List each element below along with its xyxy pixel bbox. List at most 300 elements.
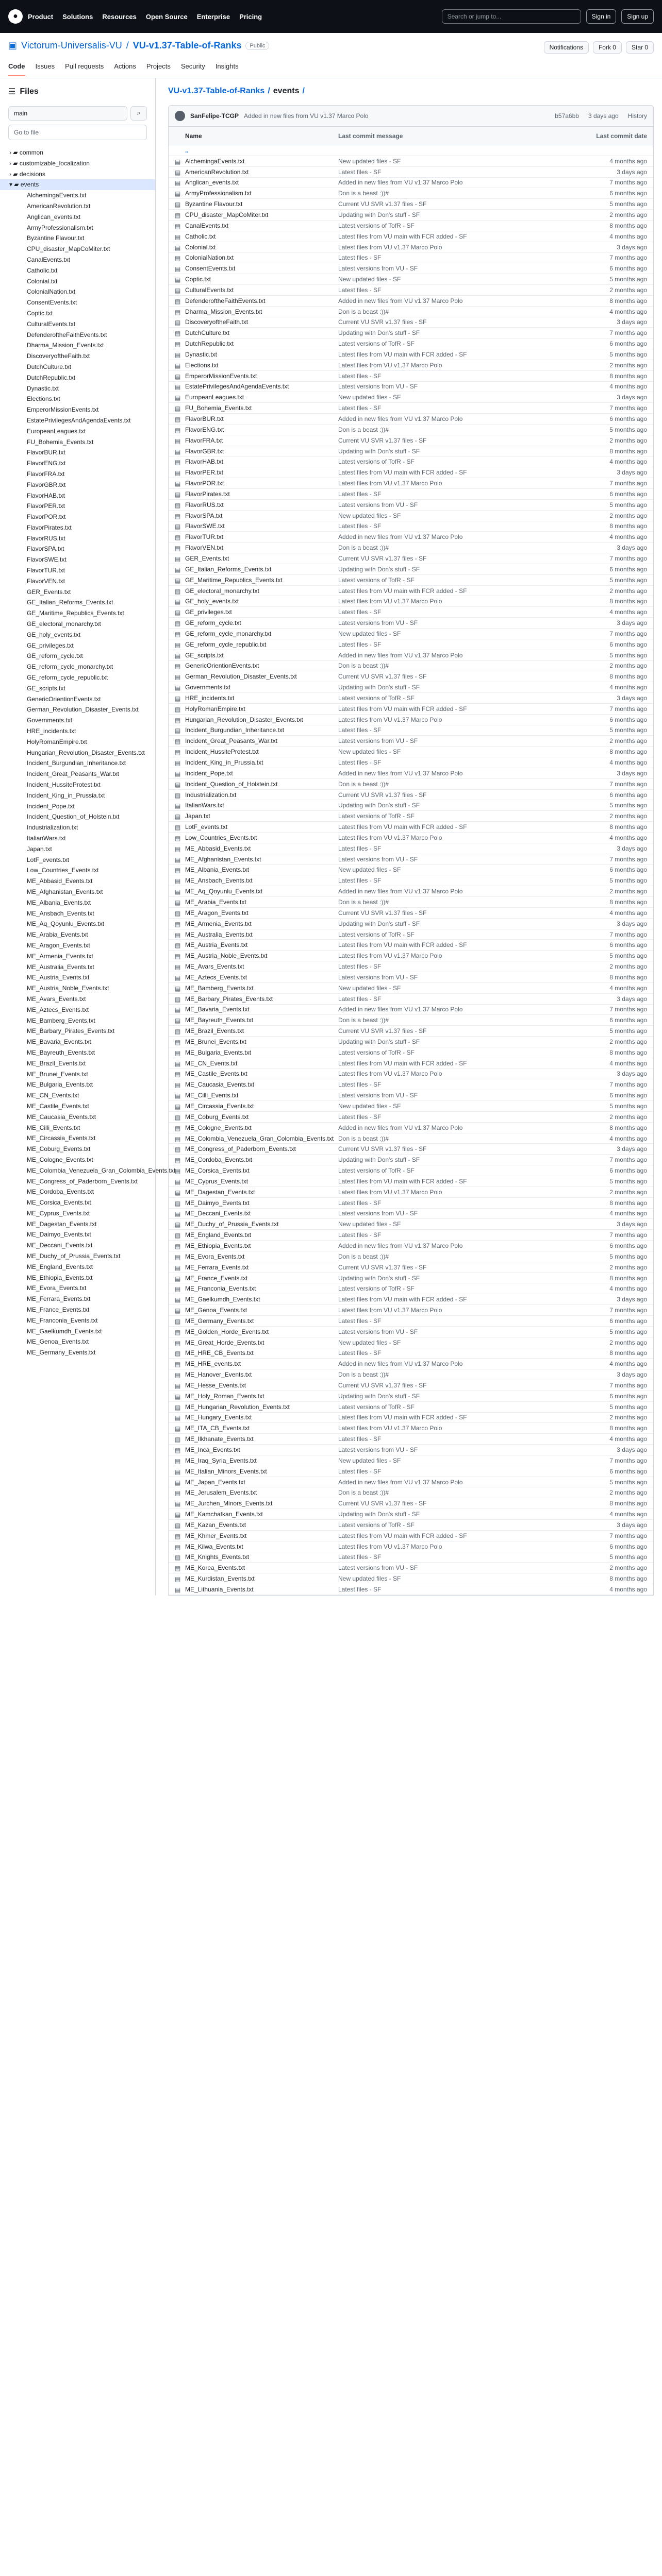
sidebar-file-item[interactable]: GE_reform_cycle_republic.txt: [27, 674, 108, 682]
file-commit-message[interactable]: New updated files - SF: [338, 1221, 401, 1228]
sidebar-file-item[interactable]: ME_Brazil_Events.txt: [27, 1059, 86, 1067]
file-name-link[interactable]: ▤ FlavorBUR.txt: [175, 415, 224, 423]
sidebar-file-item[interactable]: ME_Bamberg_Events.txt: [27, 1016, 95, 1024]
file-name-link[interactable]: ▤ ME_Arabia_Events.txt: [175, 898, 246, 906]
breadcrumb-repo[interactable]: VU-v1.37-Table-of-Ranks: [168, 87, 265, 95]
sidebar-file-item[interactable]: Dharma_Mission_Events.txt: [27, 342, 104, 349]
file-name-link[interactable]: ▤ ME_Knights_Events.txt: [175, 1553, 250, 1562]
sidebar-file-item[interactable]: ME_Franconia_Events.txt: [27, 1316, 98, 1324]
file-commit-message[interactable]: Latest files from VU v1.37 Marco Polo: [338, 716, 442, 723]
file-name-link[interactable]: ▤ ME_Dagestan_Events.txt: [175, 1188, 255, 1196]
sidebar-file-item[interactable]: ME_Cilli_Events.txt: [27, 1124, 80, 1131]
notifications-button[interactable]: Notifications: [544, 41, 589, 54]
sidebar-file-item[interactable]: DutchRepublic.txt: [27, 374, 76, 381]
file-commit-message[interactable]: Latest files - SF: [338, 490, 382, 498]
file-commit-message[interactable]: Latest versions from VU - SF: [338, 1564, 418, 1572]
file-commit-message[interactable]: Updating with Don's stuff - SF: [338, 802, 420, 809]
sidebar-file-item[interactable]: FlavorENG.txt: [27, 460, 66, 467]
sidebar-file-item[interactable]: ME_Colombia_Venezuela_Gran_Colombia_Events.txt: [27, 1166, 176, 1174]
file-name-link[interactable]: ▤ ME_Cilli_Events.txt: [175, 1092, 239, 1100]
file-name-link[interactable]: ▤ ME_Circassia_Events.txt: [175, 1103, 254, 1111]
file-commit-message[interactable]: Latest files from VU main with FCR added - SF: [338, 1059, 467, 1067]
file-name-link[interactable]: ▤ ME_Barbary_Pirates_Events.txt: [175, 995, 273, 1003]
file-name-link[interactable]: ▤ EstatePrivilegesAndAgendaEvents.txt: [175, 383, 289, 391]
file-commit-message[interactable]: Latest versions from VU - SF: [338, 619, 418, 627]
file-commit-message[interactable]: Don is a beast :))#: [338, 1016, 389, 1024]
sidebar-file-item[interactable]: ME_Aragon_Events.txt: [27, 941, 90, 949]
file-name-link[interactable]: ▤ ME_Colombia_Venezuela_Gran_Colombia_Events.txt: [175, 1134, 334, 1143]
file-name-link[interactable]: ▤ ME_Albania_Events.txt: [175, 866, 250, 874]
file-name-link[interactable]: ▤ ME_HRE_CB_Events.txt: [175, 1349, 254, 1358]
file-name-link[interactable]: ▤ FlavorPOR.txt: [175, 480, 224, 488]
file-commit-message[interactable]: Latest files - SF: [338, 1199, 382, 1207]
file-name-link[interactable]: ▤ HRE_incidents.txt: [175, 694, 235, 702]
file-name-link[interactable]: ▤ AmericanRevolution.txt: [175, 168, 249, 176]
file-name-link[interactable]: ▤ ME_Brunei_Events.txt: [175, 1038, 246, 1046]
file-commit-message[interactable]: Added in new files from VU v1.37 Marco Polo: [338, 1242, 463, 1249]
file-commit-message[interactable]: Latest files - SF: [338, 608, 382, 616]
sidebar-folder[interactable]: › ▰ decisions: [9, 170, 45, 178]
file-commit-message[interactable]: Updating with Don's stuff - SF: [338, 1392, 420, 1400]
sidebar-file-item[interactable]: HRE_incidents.txt: [27, 727, 76, 735]
sidebar-folder[interactable]: ▾ ▰ events: [0, 179, 155, 190]
file-name-link[interactable]: ▤ ME_Armenia_Events.txt: [175, 920, 252, 928]
file-name-link[interactable]: ▤ ME_Ilkhanate_Events.txt: [175, 1435, 254, 1444]
file-commit-message[interactable]: Latest files - SF: [338, 372, 382, 380]
file-commit-message[interactable]: Latest files - SF: [338, 404, 382, 412]
file-commit-message[interactable]: New updated files - SF: [338, 1103, 401, 1110]
sidebar-file-item[interactable]: ME_France_Events.txt: [27, 1306, 90, 1314]
file-commit-message[interactable]: New updated files - SF: [338, 748, 401, 756]
file-commit-message[interactable]: Latest files - SF: [338, 1435, 382, 1443]
sidebar-file-item[interactable]: ME_Afghanistan_Events.txt: [27, 888, 103, 895]
file-commit-message[interactable]: New updated files - SF: [338, 1338, 401, 1346]
sidebar-file-item[interactable]: Anglican_events.txt: [27, 213, 81, 221]
sidebar-file-item[interactable]: DutchCulture.txt: [27, 363, 72, 370]
file-commit-message[interactable]: Latest versions from VU - SF: [338, 973, 418, 981]
sidebar-file-item[interactable]: ME_Coburg_Events.txt: [27, 1145, 91, 1153]
file-name-link[interactable]: ▤ ME_Daimyo_Events.txt: [175, 1199, 250, 1207]
file-name-link[interactable]: ▤ FlavorTUR.txt: [175, 533, 224, 541]
sidebar-file-item[interactable]: GE_scripts.txt: [27, 684, 65, 692]
file-commit-message[interactable]: Updating with Don's stuff - SF: [338, 447, 420, 455]
file-commit-message[interactable]: Latest files - SF: [338, 995, 382, 1003]
file-name-link[interactable]: ▤ GER_Events.txt: [175, 554, 229, 563]
file-name-link[interactable]: ▤ ME_Jerusalem_Events.txt: [175, 1489, 257, 1497]
file-commit-message[interactable]: New updated files - SF: [338, 1456, 401, 1464]
file-name-link[interactable]: ▤ ME_Korea_Events.txt: [175, 1564, 245, 1572]
file-commit-message[interactable]: Latest versions from VU - SF: [338, 1446, 418, 1454]
sidebar-file-item[interactable]: FlavorSPA.txt: [27, 545, 64, 553]
sidebar-file-item[interactable]: ME_Ferrara_Events.txt: [27, 1295, 91, 1303]
file-name-link[interactable]: ▤ Byzantine Flavour.txt: [175, 200, 243, 209]
file-name-link[interactable]: ▤ ME_CN_Events.txt: [175, 1059, 238, 1067]
file-name-link[interactable]: ▤ Low_Countries_Events.txt: [175, 834, 257, 842]
file-name-link[interactable]: ▤ Incident_HussiteProtest.txt: [175, 748, 259, 756]
sidebar-file-item[interactable]: ME_Aztecs_Events.txt: [27, 1006, 89, 1013]
file-commit-message[interactable]: Latest versions from VU - SF: [338, 855, 418, 863]
file-name-link[interactable]: ▤ DutchCulture.txt: [175, 329, 230, 337]
file-name-link[interactable]: ▤ AlchemingaEvents.txt: [175, 157, 245, 165]
sidebar-file-item[interactable]: Low_Countries_Events.txt: [27, 867, 99, 874]
file-commit-message[interactable]: Latest files from VU main with FCR added - SF: [338, 1296, 467, 1303]
sidebar-file-item[interactable]: FlavorHAB.txt: [27, 492, 65, 499]
sidebar-file-item[interactable]: GE_reform_cycle.txt: [27, 652, 83, 660]
file-commit-message[interactable]: Don is a beast :))#: [338, 898, 389, 906]
sidebar-file-item[interactable]: GenericOrientionEvents.txt: [27, 695, 101, 703]
file-name-link[interactable]: ▤ GenericOrientionEvents.txt: [175, 662, 259, 670]
file-commit-message[interactable]: Added in new files from VU v1.37 Marco Polo: [338, 651, 463, 659]
file-name-link[interactable]: ▤ FlavorSWE.txt: [175, 522, 225, 531]
file-commit-message[interactable]: Don is a beast :))#: [338, 1489, 389, 1497]
sidebar-file-item[interactable]: GE_holy_events.txt: [27, 631, 81, 638]
sidebar-file-item[interactable]: ConsentEvents.txt: [27, 299, 77, 307]
file-commit-message[interactable]: Current VU SVR v1.37 files - SF: [338, 1145, 427, 1153]
file-commit-message[interactable]: Current VU SVR v1.37 files - SF: [338, 318, 427, 326]
search-files-button[interactable]: ⌕: [130, 106, 147, 121]
file-name-link[interactable]: ▤ ME_Kilwa_Events.txt: [175, 1543, 243, 1551]
file-commit-message[interactable]: Latest files from VU v1.37 Marco Polo: [338, 834, 442, 841]
sidebar-file-item[interactable]: ME_Arabia_Events.txt: [27, 931, 88, 939]
file-commit-message[interactable]: Latest files - SF: [338, 1349, 382, 1357]
file-commit-message[interactable]: Updating with Don's stuff - SF: [338, 211, 420, 218]
file-commit-message[interactable]: Latest files from VU main with FCR added - SF: [338, 1177, 467, 1185]
file-name-link[interactable]: ▤ ME_ITA_CB_Events.txt: [175, 1425, 250, 1433]
file-commit-message[interactable]: Latest files from VU main with FCR added - SF: [338, 587, 467, 595]
sidebar-file-item[interactable]: GE_Italian_Reforms_Events.txt: [27, 599, 113, 606]
file-commit-message[interactable]: New updated files - SF: [338, 1575, 401, 1583]
file-name-link[interactable]: ▤ ME_Cordoba_Events.txt: [175, 1156, 253, 1164]
file-commit-message[interactable]: Latest versions from VU - SF: [338, 737, 418, 745]
file-commit-message[interactable]: Updating with Don's stuff - SF: [338, 1274, 420, 1282]
file-commit-message[interactable]: Latest files - SF: [338, 726, 382, 734]
sidebar-file-item[interactable]: AlchemingaEvents.txt: [27, 192, 87, 199]
file-commit-message[interactable]: Latest versions from VU - SF: [338, 383, 418, 391]
sidebar-file-item[interactable]: LotF_events.txt: [27, 856, 70, 863]
file-commit-message[interactable]: Latest versions of TofR - SF: [338, 1285, 415, 1293]
file-name-link[interactable]: ▤ ME_Kurdistan_Events.txt: [175, 1575, 255, 1583]
file-name-link[interactable]: ▤ GE_reform_cycle.txt: [175, 619, 241, 628]
file-name-link[interactable]: ▤ ME_Great_Horde_Events.txt: [175, 1338, 264, 1347]
file-name-link[interactable]: ▤ ME_Caucasia_Events.txt: [175, 1081, 255, 1089]
file-name-link[interactable]: ▤ Hungarian_Revolution_Disaster_Events.txt: [175, 716, 303, 724]
file-commit-message[interactable]: Latest files - SF: [338, 759, 382, 767]
file-commit-message[interactable]: Added in new files from VU v1.37 Marco Polo: [338, 297, 463, 304]
file-commit-message[interactable]: Latest files - SF: [338, 1585, 382, 1593]
avatar[interactable]: [175, 111, 185, 121]
sidebar-file-item[interactable]: ME_Avars_Events.txt: [27, 995, 86, 1003]
file-name-link[interactable]: ▤ GE_scripts.txt: [175, 651, 224, 659]
tab-pull-requests[interactable]: Pull requests: [65, 62, 104, 70]
file-commit-message[interactable]: New updated files - SF: [338, 157, 401, 165]
file-commit-message[interactable]: Latest files from VU main with FCR added - SF: [338, 232, 467, 240]
file-name-link[interactable]: ▤ ME_Holy_Roman_Events.txt: [175, 1392, 264, 1400]
file-name-link[interactable]: ▤ Anglican_events.txt: [175, 179, 239, 187]
sidebar-file-item[interactable]: EstatePrivilegesAndAgendaEvents.txt: [27, 416, 131, 424]
sidebar-file-item[interactable]: ME_Bavaria_Events.txt: [27, 1038, 91, 1046]
file-commit-message[interactable]: Latest files - SF: [338, 1553, 382, 1561]
sidebar-file-item[interactable]: ME_Duchy_of_Prussia_Events.txt: [27, 1252, 121, 1260]
file-commit-message[interactable]: New updated files - SF: [338, 630, 401, 637]
file-name-link[interactable]: ▤ ME_Italian_Minors_Events.txt: [175, 1467, 267, 1476]
file-commit-message[interactable]: Updating with Don's stuff - SF: [338, 684, 420, 691]
file-commit-message[interactable]: Latest versions of TofR - SF: [338, 1167, 415, 1175]
file-name-link[interactable]: ▤ ME_Golden_Horde_Events.txt: [175, 1328, 269, 1336]
file-commit-message[interactable]: Added in new files from VU v1.37 Marco Polo: [338, 1478, 463, 1486]
sidebar-file-item[interactable]: AmericanRevolution.txt: [27, 202, 91, 210]
file-commit-message[interactable]: Current VU SVR v1.37 files - SF: [338, 436, 427, 444]
file-name-link[interactable]: ▤ FlavorPirates.txt: [175, 490, 230, 498]
commit-author[interactable]: SanFelipe-TCGP: [190, 112, 239, 120]
file-commit-message[interactable]: Latest files from VU main with FCR added - SF: [338, 1414, 467, 1421]
file-commit-message[interactable]: Don is a beast :))#: [338, 1252, 389, 1260]
sidebar-file-item[interactable]: GE_electoral_monarchy.txt: [27, 620, 101, 628]
sidebar-file-item[interactable]: ME_Ansbach_Events.txt: [27, 909, 94, 917]
file-name-link[interactable]: ▤ LotF_events.txt: [175, 823, 228, 832]
file-name-link[interactable]: ▤ FlavorVEN.txt: [175, 544, 224, 552]
sidebar-folder[interactable]: › ▰ customizable_localization: [9, 159, 90, 167]
file-commit-message[interactable]: New updated files - SF: [338, 394, 401, 401]
star-button[interactable]: Star 0: [626, 41, 654, 54]
file-name-link[interactable]: ▤ ME_Iraq_Syria_Events.txt: [175, 1456, 257, 1465]
sidebar-file-item[interactable]: Industrialization.txt: [27, 824, 78, 832]
file-name-link[interactable]: ▤ GE_electoral_monarchy.txt: [175, 587, 259, 595]
file-name-link[interactable]: ▤ Elections.txt: [175, 361, 219, 369]
sidebar-file-item[interactable]: Incident_Great_Peasants_War.txt: [27, 770, 119, 778]
file-commit-message[interactable]: Latest versions of TofR - SF: [338, 694, 415, 702]
file-name-link[interactable]: ▤ ME_Gaelkumdh_Events.txt: [175, 1296, 260, 1304]
sidebar-file-item[interactable]: ME_Deccani_Events.txt: [27, 1242, 93, 1249]
file-name-link[interactable]: ▤ ME_Cologne_Events.txt: [175, 1124, 252, 1132]
file-name-link[interactable]: ▤ Incident_Burgundian_Inheritance.txt: [175, 726, 285, 735]
file-name-link[interactable]: ▤ ME_Austria_Events.txt: [175, 941, 248, 950]
file-name-link[interactable]: ▤ Japan.txt: [175, 812, 210, 821]
sidebar-file-item[interactable]: ItalianWars.txt: [27, 835, 66, 842]
file-name-link[interactable]: ▤ FlavorENG.txt: [175, 426, 224, 434]
file-name-link[interactable]: ▤ GE_Italian_Reforms_Events.txt: [175, 565, 272, 573]
sidebar-file-item[interactable]: GE_Maritime_Republics_Events.txt: [27, 609, 124, 617]
file-name-link[interactable]: ▤ HolyRomanEmpire.txt: [175, 705, 245, 713]
file-name-link[interactable]: ▤ ME_Hanover_Events.txt: [175, 1371, 252, 1379]
file-commit-message[interactable]: Added in new files from VU v1.37 Marco Polo: [338, 1006, 463, 1013]
repo-name-link[interactable]: VU-v1.37-Table-of-Ranks: [133, 40, 242, 50]
file-commit-message[interactable]: Latest files - SF: [338, 1113, 382, 1121]
fork-button[interactable]: Fork 0: [593, 41, 622, 54]
file-commit-message[interactable]: Don is a beast :))#: [338, 308, 389, 315]
file-name-link[interactable]: ▤ ME_Corsica_Events.txt: [175, 1167, 250, 1175]
sidebar-file-item[interactable]: ME_Albania_Events.txt: [27, 899, 91, 906]
file-name-link[interactable]: ▤ Catholic.txt: [175, 232, 216, 241]
file-commit-message[interactable]: Latest versions of TofR - SF: [338, 1521, 415, 1529]
file-name-link[interactable]: ▤ DefenderoftheFaithEvents.txt: [175, 297, 266, 305]
sidebar-file-item[interactable]: CanalEvents.txt: [27, 256, 71, 263]
sidebar-file-item[interactable]: FlavorPOR.txt: [27, 513, 66, 521]
sidebar-file-item[interactable]: Governments.txt: [27, 717, 73, 724]
file-name-link[interactable]: ▤ ME_Hesse_Events.txt: [175, 1381, 246, 1389]
file-name-link[interactable]: ▤ Coptic.txt: [175, 276, 211, 284]
file-commit-message[interactable]: Added in new files from VU v1.37 Marco Polo: [338, 1360, 463, 1368]
file-name-link[interactable]: ▤ ME_Duchy_of_Prussia_Events.txt: [175, 1221, 279, 1229]
nav-product[interactable]: Product: [28, 12, 54, 21]
sidebar-file-item[interactable]: ME_Evora_Events.txt: [27, 1284, 87, 1292]
sidebar-file-item[interactable]: ME_Australia_Events.txt: [27, 963, 94, 971]
file-name-link[interactable]: ▤ ME_Jurchen_Minors_Events.txt: [175, 1500, 273, 1508]
sidebar-file-item[interactable]: ME_Cologne_Events.txt: [27, 1156, 93, 1163]
file-name-link[interactable]: ▤ ME_Brazil_Events.txt: [175, 1027, 244, 1036]
file-name-link[interactable]: ▤ ME_Genoa_Events.txt: [175, 1307, 247, 1315]
sidebar-file-item[interactable]: ArmyProfessionalism.txt: [27, 224, 93, 231]
sidebar-file-item[interactable]: GE_privileges.txt: [27, 641, 74, 649]
file-commit-message[interactable]: Latest files - SF: [338, 254, 382, 262]
parent-directory-row[interactable]: [169, 145, 653, 156]
sidebar-file-item[interactable]: FlavorTUR.txt: [27, 567, 65, 574]
sidebar-file-item[interactable]: Incident_Burgundian_Inheritance.txt: [27, 759, 126, 767]
tab-projects[interactable]: Projects: [146, 62, 171, 70]
sidebar-file-item[interactable]: ME_Abbasid_Events.txt: [27, 877, 93, 885]
file-name-link[interactable]: ▤ ME_Austria_Noble_Events.txt: [175, 952, 268, 960]
file-commit-message[interactable]: Latest files from VU v1.37 Marco Polo: [338, 243, 442, 251]
tab-issues[interactable]: Issues: [35, 62, 55, 70]
file-commit-message[interactable]: Don is a beast :))#: [338, 190, 389, 197]
sidebar-file-item[interactable]: Japan.txt: [27, 845, 52, 853]
file-commit-message[interactable]: Current VU SVR v1.37 files - SF: [338, 1381, 427, 1389]
sidebar-file-item[interactable]: ME_Caucasia_Events.txt: [27, 1113, 96, 1121]
sidebar-file-item[interactable]: DefenderoftheFaithEvents.txt: [27, 331, 107, 338]
file-commit-message[interactable]: Latest versions from VU - SF: [338, 1328, 418, 1335]
file-name-link[interactable]: ▤ ME_Evora_Events.txt: [175, 1252, 245, 1261]
sidebar-file-item[interactable]: FlavorFRA.txt: [27, 470, 65, 478]
sidebar-file-item[interactable]: FlavorPER.txt: [27, 502, 65, 510]
file-name-link[interactable]: ▤ ArmyProfessionalism.txt: [175, 190, 252, 198]
sidebar-file-item[interactable]: ColonialNation.txt: [27, 288, 76, 296]
file-name-link[interactable]: ▤ Incident_Question_of_Holstein.txt: [175, 780, 278, 788]
file-commit-message[interactable]: Latest files from VU main with FCR added - SF: [338, 705, 467, 713]
file-commit-message[interactable]: Latest files - SF: [338, 640, 382, 648]
sidebar-file-item[interactable]: ME_Armenia_Events.txt: [27, 952, 93, 960]
sidebar-file-item[interactable]: Dynastic.txt: [27, 384, 59, 392]
file-commit-message[interactable]: Updating with Don's stuff - SF: [338, 1038, 420, 1045]
file-name-link[interactable]: ▤ ME_Afghanistan_Events.txt: [175, 855, 261, 863]
sidebar-file-item[interactable]: ME_England_Events.txt: [27, 1263, 93, 1270]
file-commit-message[interactable]: Latest versions of TofR - SF: [338, 1403, 415, 1411]
commit-hash[interactable]: b57a6bb: [555, 112, 579, 120]
file-name-link[interactable]: ▤ ME_Aq_Qoyunlu_Events.txt: [175, 888, 263, 896]
file-name-link[interactable]: ▤ ME_Kazan_Events.txt: [175, 1521, 246, 1529]
file-name-link[interactable]: ▤ EuropeanLeagues.txt: [175, 394, 244, 402]
tab-code[interactable]: Code: [8, 62, 25, 76]
file-name-link[interactable]: ▤ FlavorGBR.txt: [175, 447, 224, 455]
file-name-link[interactable]: ▤ ME_Franconia_Events.txt: [175, 1285, 256, 1293]
sidebar-file-item[interactable]: ME_Corsica_Events.txt: [27, 1199, 91, 1207]
nav-pricing[interactable]: Pricing: [239, 12, 262, 21]
sidebar-file-item[interactable]: FlavorVEN.txt: [27, 577, 65, 585]
file-name-link[interactable]: ▤ FlavorSPA.txt: [175, 512, 223, 520]
sidebar-file-item[interactable]: ME_Dagestan_Events.txt: [27, 1220, 97, 1228]
file-name-link[interactable]: ▤ CanalEvents.txt: [175, 222, 229, 230]
file-name-link[interactable]: ▤ ME_Aztecs_Events.txt: [175, 973, 247, 981]
file-commit-message[interactable]: Current VU SVR v1.37 files - SF: [338, 791, 427, 799]
file-commit-message[interactable]: Latest versions from VU - SF: [338, 1210, 418, 1217]
file-commit-message[interactable]: Current VU SVR v1.37 files - SF: [338, 673, 427, 681]
sidebar-file-item[interactable]: Byzantine Flavour.txt: [27, 234, 85, 242]
sidebar-file-item[interactable]: FlavorSWE.txt: [27, 556, 67, 564]
file-commit-message[interactable]: New updated files - SF: [338, 512, 401, 519]
sidebar-file-item[interactable]: HolyRomanEmpire.txt: [27, 738, 87, 745]
file-commit-message[interactable]: Updating with Don's stuff - SF: [338, 565, 420, 573]
file-commit-message[interactable]: Added in new files from VU v1.37 Marco Polo: [338, 533, 463, 541]
file-name-link[interactable]: ▤ ColonialNation.txt: [175, 254, 234, 262]
sidebar-file-item[interactable]: ME_Genoa_Events.txt: [27, 1338, 89, 1346]
file-name-link[interactable]: ▤ GE_reform_cycle_republic.txt: [175, 640, 267, 649]
file-name-link[interactable]: ▤ ME_France_Events.txt: [175, 1274, 248, 1282]
nav-resources[interactable]: Resources: [102, 12, 137, 21]
file-name-link[interactable]: ▤ ME_Coburg_Events.txt: [175, 1113, 249, 1121]
file-name-link[interactable]: ▤ ME_HRE_events.txt: [175, 1360, 241, 1368]
file-name-link[interactable]: ▤ Incident_King_in_Prussia.txt: [175, 759, 263, 767]
file-commit-message[interactable]: Latest files - SF: [338, 522, 382, 530]
sidebar-file-item[interactable]: Catholic.txt: [27, 266, 58, 274]
file-name-link[interactable]: ▤ ME_Bamberg_Events.txt: [175, 984, 254, 992]
file-commit-message[interactable]: Latest versions of TofR - SF: [338, 340, 415, 348]
file-name-link[interactable]: ▤ ME_Deccani_Events.txt: [175, 1210, 251, 1218]
sidebar-file-item[interactable]: Incident_Question_of_Holstein.txt: [27, 813, 120, 821]
file-commit-message[interactable]: Latest versions of TofR - SF: [338, 1048, 415, 1056]
branch-selector[interactable]: main: [8, 106, 127, 121]
sidebar-file-item[interactable]: ME_Circassia_Events.txt: [27, 1134, 96, 1142]
file-name-link[interactable]: ▤ ME_Khmer_Events.txt: [175, 1532, 247, 1540]
sidebar-file-item[interactable]: Incident_Pope.txt: [27, 802, 75, 810]
file-commit-message[interactable]: Latest files - SF: [338, 963, 382, 971]
sidebar-file-item[interactable]: FlavorRUS.txt: [27, 534, 65, 542]
file-name-link[interactable]: ▤ EmperorMissionEvents.txt: [175, 372, 257, 380]
sidebar-folder[interactable]: › ▰ common: [9, 149, 43, 156]
file-name-link[interactable]: ▤ ME_Castile_Events.txt: [175, 1070, 247, 1078]
sidebar-file-item[interactable]: ME_Germany_Events.txt: [27, 1349, 96, 1357]
sidebar-file-item[interactable]: CulturalEvents.txt: [27, 320, 76, 328]
file-commit-message[interactable]: New updated files - SF: [338, 984, 401, 992]
file-commit-message[interactable]: Latest versions from VU - SF: [338, 1092, 418, 1099]
sidebar-file-item[interactable]: FlavorGBR.txt: [27, 481, 66, 488]
file-commit-message[interactable]: Latest files from VU main with FCR added - SF: [338, 941, 467, 949]
file-name-link[interactable]: ▤ GE_reform_cycle_monarchy.txt: [175, 630, 272, 638]
file-commit-message[interactable]: Current VU SVR v1.37 files - SF: [338, 554, 427, 562]
file-name-link[interactable]: ▤ GE_holy_events.txt: [175, 598, 239, 606]
sidebar-file-item[interactable]: Incident_King_in_Prussia.txt: [27, 791, 105, 799]
repo-owner-link[interactable]: Victorum-Universalis-VU: [21, 40, 122, 50]
file-name-link[interactable]: ▤ ME_Aragon_Events.txt: [175, 909, 249, 917]
file-name-link[interactable]: ▤ FlavorHAB.txt: [175, 458, 224, 466]
file-name-link[interactable]: ▤ Industrialization.txt: [175, 791, 237, 799]
sidebar-file-item[interactable]: ME_Austria_Events.txt: [27, 974, 90, 981]
file-name-link[interactable]: ▤ ME_Inca_Events.txt: [175, 1446, 240, 1454]
file-name-link[interactable]: ▤ DutchRepublic.txt: [175, 340, 234, 348]
file-name-link[interactable]: ▤ FU_Bohemia_Events.txt: [175, 404, 252, 413]
file-name-link[interactable]: ▤ ME_Japan_Events.txt: [175, 1478, 245, 1486]
file-commit-message[interactable]: Latest files from VU v1.37 Marco Polo: [338, 480, 442, 487]
file-name-link[interactable]: ▤ CPU_disaster_MapCoMiter.txt: [175, 211, 269, 219]
file-name-link[interactable]: ▤ CulturalEvents.txt: [175, 286, 234, 294]
file-commit-message[interactable]: Latest files from VU main with FCR added - SF: [338, 1532, 467, 1539]
file-commit-message[interactable]: Latest files - SF: [338, 1081, 382, 1089]
file-name-link[interactable]: ▤ ME_Bavaria_Events.txt: [175, 1006, 250, 1014]
sidebar-file-item[interactable]: FlavorBUR.txt: [27, 449, 65, 456]
file-name-link[interactable]: ▤ FlavorRUS.txt: [175, 501, 224, 509]
file-commit-message[interactable]: Don is a beast :))#: [338, 1371, 389, 1379]
file-name-link[interactable]: ▤ Dharma_Mission_Events.txt: [175, 308, 262, 316]
tab-actions[interactable]: Actions: [114, 62, 136, 70]
file-commit-message[interactable]: Latest versions of TofR - SF: [338, 930, 415, 938]
file-commit-message[interactable]: Updating with Don's stuff - SF: [338, 920, 420, 927]
